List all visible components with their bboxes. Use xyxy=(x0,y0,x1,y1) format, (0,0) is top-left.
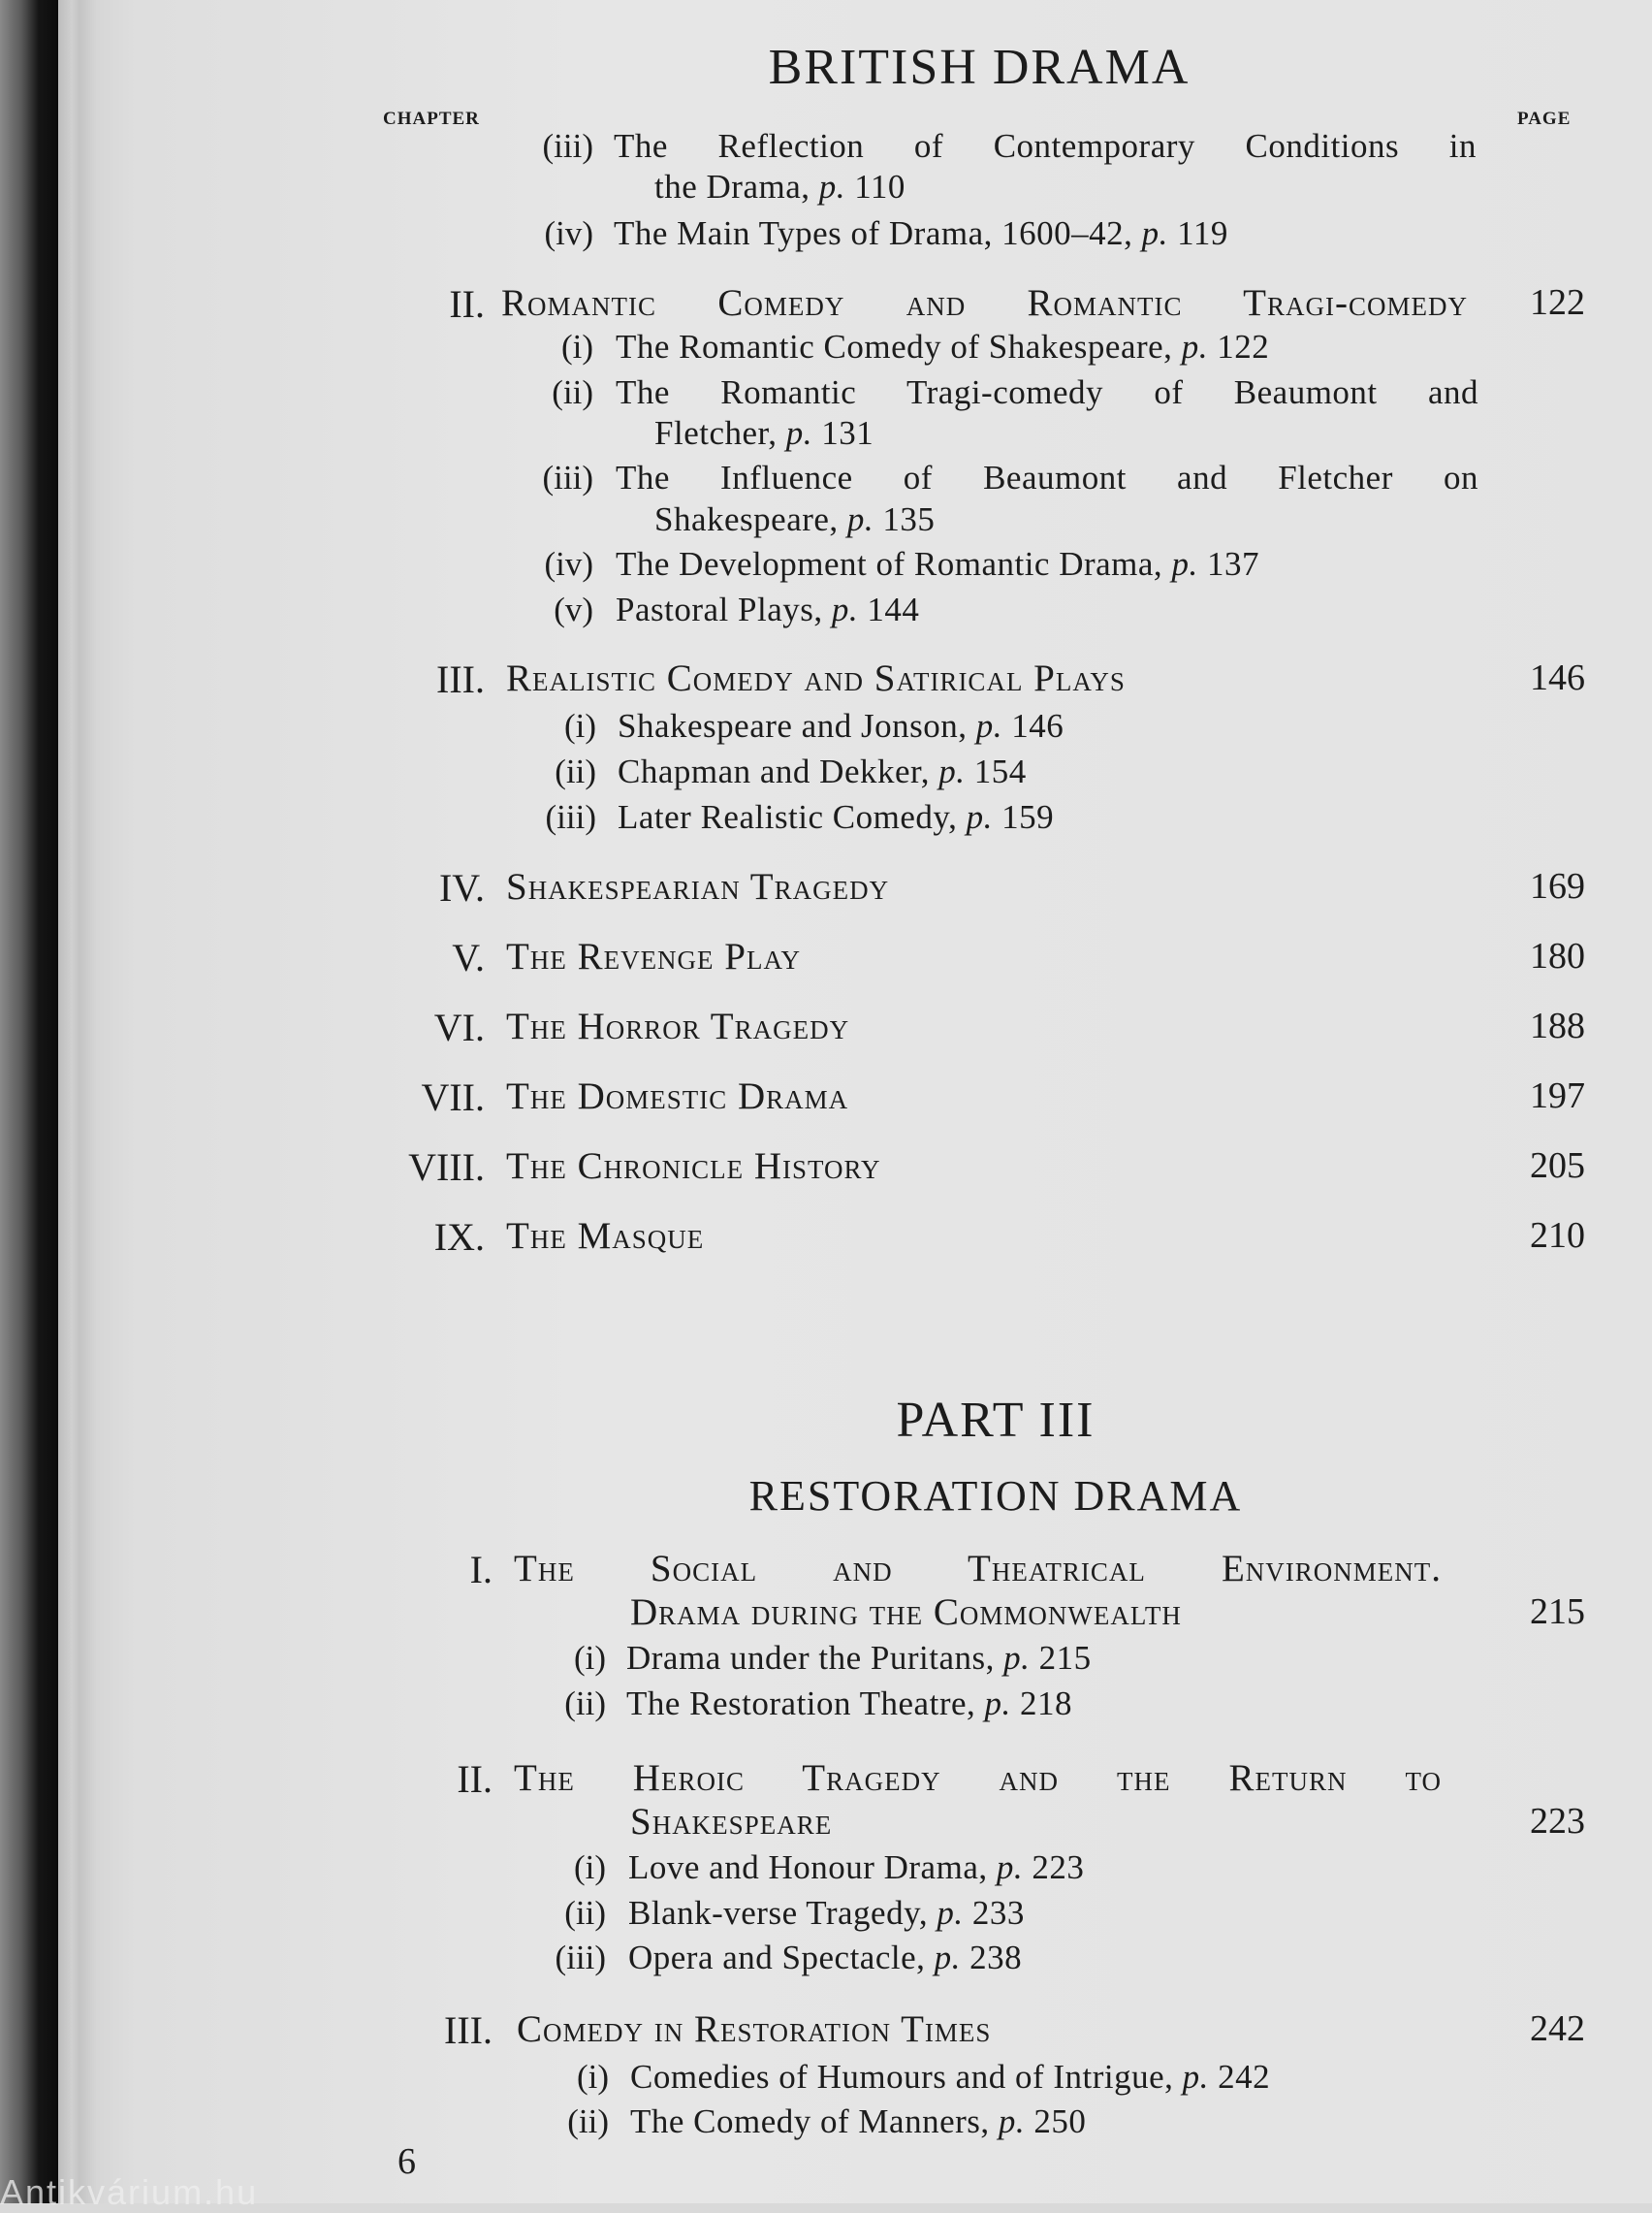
page-abbreviation: p. xyxy=(996,1848,1024,1886)
toc-sub-number: (iv) xyxy=(544,214,593,252)
toc-sub-entry: Love and Honour Drama, p. 223 xyxy=(628,1848,1085,1886)
toc-sub-number: (ii) xyxy=(567,2102,609,2140)
toc-chapter-title: Comedy in Restoration Times xyxy=(517,2008,992,2050)
page-abbreviation: p. xyxy=(975,707,1002,745)
toc-chapter-number: II. xyxy=(449,282,485,326)
toc-chapter-page: 122 xyxy=(1530,282,1585,323)
toc-sub-entry: The Development of Romantic Drama, p. 137 xyxy=(616,545,1259,583)
toc-chapter-title: The Chronicle History xyxy=(506,1145,881,1187)
toc-sub-number: (ii) xyxy=(552,373,593,411)
toc-sub-number: (i) xyxy=(576,2058,609,2096)
toc-chapter-title: The Masque xyxy=(506,1215,705,1257)
toc-sub-entry: The Comedy of Manners, p. 250 xyxy=(630,2102,1087,2140)
toc-chapter-title: The Social and Theatrical Environment. xyxy=(514,1548,1442,1589)
toc-sub-entry-continuation: Shakespeare, p. 135 xyxy=(654,500,936,538)
watermark-text: Antikvárium.hu xyxy=(0,2172,259,2212)
toc-chapter-number: I. xyxy=(469,1548,492,1591)
toc-chapter-page: 223 xyxy=(1530,1801,1585,1842)
toc-sub-number: (i) xyxy=(560,328,593,366)
toc-chapter-page: 205 xyxy=(1530,1145,1585,1186)
toc-sub-number: (i) xyxy=(573,1848,606,1886)
toc-sub-entry: Later Realistic Comedy, p. 159 xyxy=(618,798,1055,836)
page-abbreviation: p. xyxy=(1171,545,1198,583)
toc-chapter-number: VII. xyxy=(421,1075,485,1119)
part-subheading: RESTORATION DRAMA xyxy=(748,1472,1243,1520)
toc-chapter-page: 215 xyxy=(1530,1591,1585,1632)
page-abbreviation: p. xyxy=(785,414,813,452)
toc-chapter-title: The Horror Tragedy xyxy=(506,1006,850,1047)
toc-chapter-number: III. xyxy=(436,657,485,701)
toc-chapter-page: 169 xyxy=(1530,866,1585,907)
toc-chapter-title: The Revenge Play xyxy=(506,936,802,978)
page-abbreviation: p. xyxy=(818,168,845,206)
toc-sub-entry: The Romantic Tragi-comedy of Beaumont and xyxy=(616,373,1478,411)
page-abbreviation: p. xyxy=(1182,2058,1209,2096)
toc-chapter-number: III. xyxy=(444,2008,492,2052)
toc-sub-entry: The Romantic Comedy of Shakespeare, p. 122 xyxy=(616,328,1270,366)
book-spine-shadow xyxy=(0,0,58,2203)
toc-chapter-title-continuation: Shakespeare xyxy=(630,1801,833,1843)
page-abbreviation: p. xyxy=(984,1684,1011,1722)
toc-sub-number: (ii) xyxy=(555,753,596,790)
page-abbreviation: p. xyxy=(938,753,966,790)
toc-sub-number: (ii) xyxy=(564,1894,606,1932)
toc-sub-entry: Shakespeare and Jonson, p. 146 xyxy=(618,707,1064,745)
toc-chapter-title: The Heroic Tragedy and the Return to xyxy=(514,1757,1442,1799)
toc-sub-number: (ii) xyxy=(564,1684,606,1722)
toc-sub-entry-continuation: the Drama, p. 110 xyxy=(654,168,905,206)
running-head-title: BRITISH DRAMA xyxy=(768,40,1191,95)
page-abbreviation: p. xyxy=(934,1939,961,1976)
page-abbreviation: p. xyxy=(846,500,874,538)
toc-chapter-number: II. xyxy=(457,1757,492,1801)
toc-chapter-title: Realistic Comedy and Satirical Plays xyxy=(506,657,1126,699)
toc-sub-entry: Chapman and Dekker, p. 154 xyxy=(618,753,1027,790)
toc-sub-number: (iii) xyxy=(545,798,596,836)
toc-sub-number: (i) xyxy=(563,707,596,745)
toc-chapter-page: 146 xyxy=(1530,657,1585,698)
toc-chapter-page: 210 xyxy=(1530,1215,1585,1256)
toc-sub-number: (v) xyxy=(554,591,593,628)
toc-chapter-number: IX. xyxy=(433,1215,485,1259)
toc-sub-entry: The Reflection of Contemporary Conditions in xyxy=(614,127,1477,165)
toc-sub-entry: The Influence of Beaumont and Fletcher on xyxy=(616,459,1478,497)
toc-sub-number: (iii) xyxy=(542,459,593,497)
toc-sub-number: (iii) xyxy=(542,127,593,165)
toc-sub-entry: The Main Types of Drama, 1600–42, p. 119 xyxy=(614,214,1228,252)
toc-sub-entry: Drama under the Puritans, p. 215 xyxy=(626,1639,1092,1677)
page-abbreviation: p. xyxy=(1141,214,1168,252)
toc-sub-entry-continuation: Fletcher, p. 131 xyxy=(654,414,874,452)
toc-chapter-number: IV. xyxy=(438,866,485,910)
page-abbreviation: p. xyxy=(1181,328,1208,366)
toc-chapter-title-continuation: Drama during the Commonwealth xyxy=(630,1591,1182,1633)
toc-chapter-page: 197 xyxy=(1530,1075,1585,1116)
page-column-label: PAGE xyxy=(1517,109,1572,129)
part-heading: PART III xyxy=(896,1393,1096,1448)
toc-chapter-title: Romantic Comedy and Romantic Tragi-comedy xyxy=(501,282,1468,324)
toc-sub-entry: Opera and Spectacle, p. 238 xyxy=(628,1939,1023,1976)
page-gutter xyxy=(58,0,136,2203)
toc-sub-number: (i) xyxy=(573,1639,606,1677)
toc-chapter-number: VIII. xyxy=(408,1145,485,1189)
toc-chapter-page: 242 xyxy=(1530,2008,1585,2049)
page-abbreviation: p. xyxy=(966,798,993,836)
toc-sub-number: (iv) xyxy=(544,545,593,583)
toc-sub-entry: The Restoration Theatre, p. 218 xyxy=(626,1684,1073,1722)
toc-sub-entry: Blank-verse Tragedy, p. 233 xyxy=(628,1894,1025,1932)
toc-chapter-page: 180 xyxy=(1530,936,1585,977)
page-abbreviation: p. xyxy=(998,2102,1026,2140)
page-abbreviation: p. xyxy=(937,1894,964,1932)
toc-chapter-title: The Domestic Drama xyxy=(506,1075,849,1117)
page-abbreviation: p. xyxy=(831,591,859,628)
toc-sub-entry: Pastoral Plays, p. 144 xyxy=(616,591,920,628)
toc-sub-number: (iii) xyxy=(555,1939,606,1976)
toc-chapter-title: Shakespearian Tragedy xyxy=(506,866,890,908)
page-abbreviation: p. xyxy=(1003,1639,1031,1677)
toc-chapter-number: VI. xyxy=(433,1006,485,1049)
chapter-column-label: CHAPTER xyxy=(383,109,480,129)
toc-chapter-page: 188 xyxy=(1530,1006,1585,1046)
toc-sub-entry: Comedies of Humours and of Intrigue, p. 242 xyxy=(630,2058,1271,2096)
toc-chapter-number: V. xyxy=(452,936,485,979)
page-folio-number: 6 xyxy=(397,2141,416,2182)
